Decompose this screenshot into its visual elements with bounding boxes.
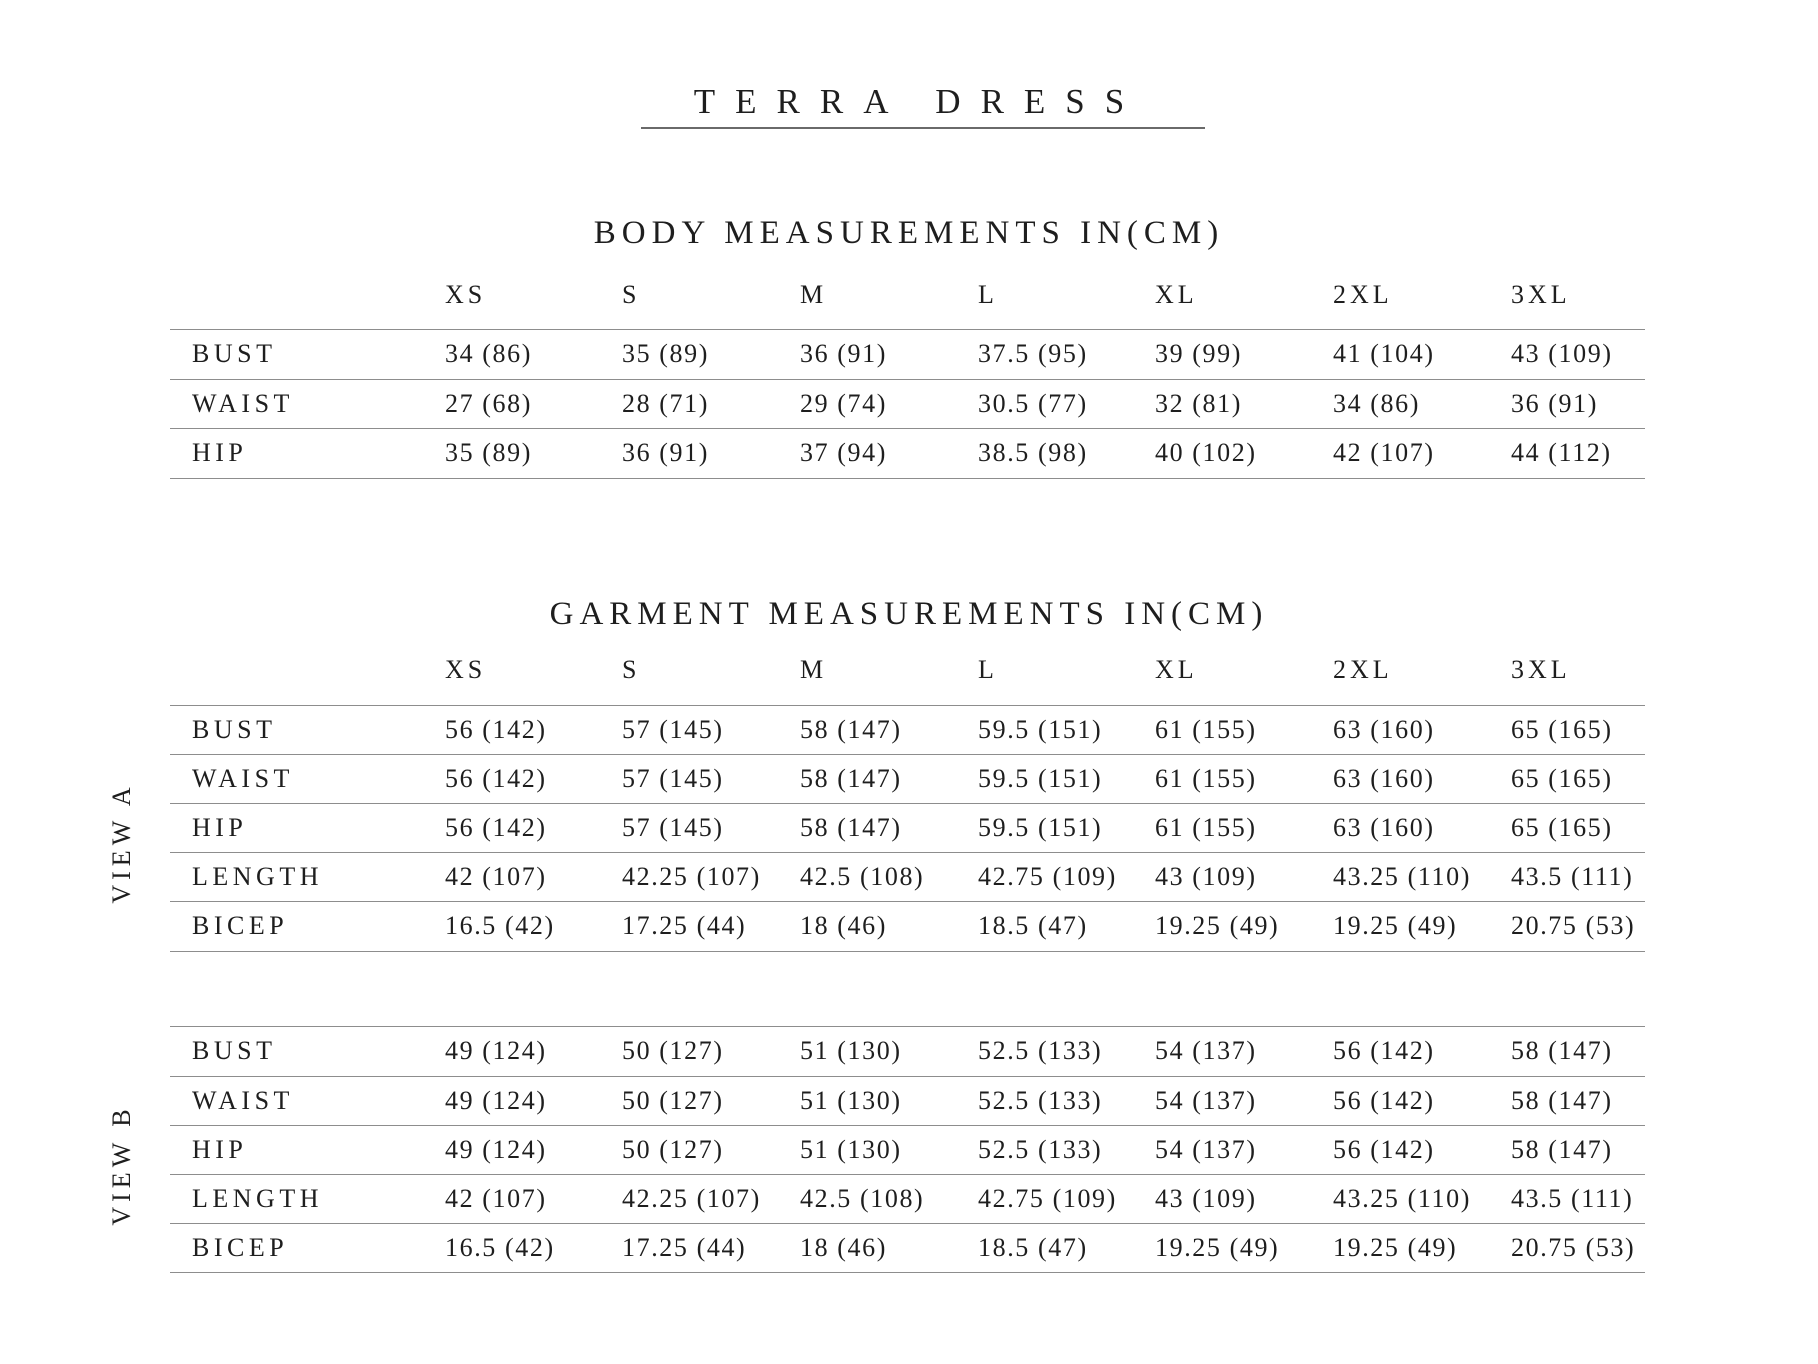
table-cell: 34 (86) bbox=[1333, 389, 1421, 418]
table-cell: 43.25 (110) bbox=[1333, 862, 1471, 891]
table-cell: 35 (89) bbox=[622, 339, 710, 368]
table-cell: 16.5 (42) bbox=[445, 1233, 555, 1262]
table-cell: 42.25 (107) bbox=[622, 862, 761, 891]
row-label: HIP bbox=[192, 438, 248, 467]
table-cell: 44 (112) bbox=[1511, 438, 1612, 467]
row-label: WAIST bbox=[192, 764, 294, 793]
row-label: BICEP bbox=[192, 911, 289, 940]
table-cell: 65 (165) bbox=[1511, 813, 1613, 842]
row-label: HIP bbox=[192, 1135, 248, 1164]
table-cell: 42 (107) bbox=[445, 1184, 547, 1213]
table-cell: 38.5 (98) bbox=[978, 438, 1088, 467]
table-cell: 56 (142) bbox=[1333, 1036, 1435, 1065]
table-cell: 35 (89) bbox=[445, 438, 533, 467]
table-cell: 20.75 (53) bbox=[1511, 1233, 1636, 1262]
table-row bbox=[170, 852, 1645, 901]
table-cell: 56 (142) bbox=[445, 715, 547, 744]
size-header-2xl: 2XL bbox=[1333, 655, 1393, 684]
table-cell: 58 (147) bbox=[1511, 1036, 1613, 1065]
table-cell: 42.25 (107) bbox=[622, 1184, 761, 1213]
table-cell: 58 (147) bbox=[800, 715, 902, 744]
row-label: WAIST bbox=[192, 389, 294, 418]
table-cell: 52.5 (133) bbox=[978, 1036, 1103, 1065]
table-cell: 42 (107) bbox=[1333, 438, 1435, 467]
table-row bbox=[170, 1076, 1645, 1125]
table-cell: 50 (127) bbox=[622, 1086, 724, 1115]
table-cell: 28 (71) bbox=[622, 389, 710, 418]
table-row bbox=[170, 1223, 1645, 1272]
table-cell: 18 (46) bbox=[800, 1233, 888, 1262]
table-cell: 50 (127) bbox=[622, 1036, 724, 1065]
table-cell: 37.5 (95) bbox=[978, 339, 1088, 368]
table-cell: 27 (68) bbox=[445, 389, 533, 418]
table-cell: 63 (160) bbox=[1333, 813, 1435, 842]
table-cell: 42.5 (108) bbox=[800, 1184, 925, 1213]
table-cell: 51 (130) bbox=[800, 1036, 902, 1065]
table-cell: 43.5 (111) bbox=[1511, 862, 1634, 891]
table-cell: 58 (147) bbox=[800, 764, 902, 793]
table-cell: 18.5 (47) bbox=[978, 1233, 1088, 1262]
row-label: WAIST bbox=[192, 1086, 294, 1115]
size-header-xl: XL bbox=[1155, 280, 1198, 309]
table-cell: 42 (107) bbox=[445, 862, 547, 891]
size-header-m: M bbox=[800, 655, 828, 684]
table-cell: 42.75 (109) bbox=[978, 1184, 1117, 1213]
table-row bbox=[170, 1026, 1645, 1075]
table-row bbox=[170, 1125, 1645, 1174]
table-cell: 42.5 (108) bbox=[800, 862, 925, 891]
table-cell: 16.5 (42) bbox=[445, 911, 555, 940]
table-cell: 58 (147) bbox=[1511, 1135, 1613, 1164]
table-cell: 58 (147) bbox=[800, 813, 902, 842]
table-cell: 57 (145) bbox=[622, 813, 724, 842]
table-cell: 17.25 (44) bbox=[622, 1233, 747, 1262]
table-cell: 39 (99) bbox=[1155, 339, 1243, 368]
size-header-xl: XL bbox=[1155, 655, 1198, 684]
table-cell: 52.5 (133) bbox=[978, 1135, 1103, 1164]
row-label: LENGTH bbox=[192, 862, 323, 891]
table-cell: 36 (91) bbox=[800, 339, 888, 368]
table-cell: 61 (155) bbox=[1155, 764, 1257, 793]
table-cell: 56 (142) bbox=[445, 764, 547, 793]
size-header-3xl: 3XL bbox=[1511, 280, 1571, 309]
table-cell: 56 (142) bbox=[445, 813, 547, 842]
table-rule bbox=[170, 478, 1645, 479]
table-cell: 57 (145) bbox=[622, 764, 724, 793]
page-title: TERRA DRESS bbox=[693, 82, 1145, 121]
table-cell: 54 (137) bbox=[1155, 1135, 1257, 1164]
size-header-s: S bbox=[622, 280, 641, 309]
table-cell: 43 (109) bbox=[1155, 862, 1257, 891]
row-label: BUST bbox=[192, 1036, 277, 1065]
table-row bbox=[170, 1174, 1645, 1223]
table-cell: 61 (155) bbox=[1155, 813, 1257, 842]
garment-measurements-heading: GARMENT MEASUREMENTS IN(CM) bbox=[549, 596, 1269, 632]
table-cell: 54 (137) bbox=[1155, 1086, 1257, 1115]
table-rule bbox=[170, 1272, 1645, 1273]
table-row bbox=[170, 329, 1645, 378]
table-cell: 40 (102) bbox=[1155, 438, 1257, 467]
size-header-xs: XS bbox=[445, 655, 487, 684]
table-row bbox=[170, 803, 1645, 852]
table-row bbox=[170, 705, 1645, 754]
title-underline bbox=[641, 127, 1205, 129]
table-cell: 43.5 (111) bbox=[1511, 1184, 1634, 1213]
table-row bbox=[170, 379, 1645, 428]
size-header-l: L bbox=[978, 280, 998, 309]
table-cell: 19.25 (49) bbox=[1333, 1233, 1458, 1262]
table-cell: 36 (91) bbox=[622, 438, 710, 467]
table-cell: 51 (130) bbox=[800, 1086, 902, 1115]
row-label: LENGTH bbox=[192, 1184, 323, 1213]
table-cell: 51 (130) bbox=[800, 1135, 902, 1164]
table-cell: 49 (124) bbox=[445, 1086, 547, 1115]
body-measurements-heading: BODY MEASUREMENTS IN(CM) bbox=[593, 215, 1225, 251]
table-cell: 17.25 (44) bbox=[622, 911, 747, 940]
table-cell: 59.5 (151) bbox=[978, 813, 1103, 842]
table-cell: 43.25 (110) bbox=[1333, 1184, 1471, 1213]
table-cell: 42.75 (109) bbox=[978, 862, 1117, 891]
size-header-3xl: 3XL bbox=[1511, 655, 1571, 684]
table-cell: 58 (147) bbox=[1511, 1086, 1613, 1115]
table-cell: 41 (104) bbox=[1333, 339, 1435, 368]
table-cell: 56 (142) bbox=[1333, 1086, 1435, 1115]
table-cell: 54 (137) bbox=[1155, 1036, 1257, 1065]
table-cell: 19.25 (49) bbox=[1155, 911, 1280, 940]
table-cell: 19.25 (49) bbox=[1155, 1233, 1280, 1262]
table-cell: 65 (165) bbox=[1511, 715, 1613, 744]
table-row bbox=[170, 901, 1645, 950]
table-cell: 43 (109) bbox=[1155, 1184, 1257, 1213]
table-cell: 49 (124) bbox=[445, 1135, 547, 1164]
table-row bbox=[170, 754, 1645, 803]
table-cell: 49 (124) bbox=[445, 1036, 547, 1065]
row-label: BUST bbox=[192, 339, 277, 368]
table-cell: 18 (46) bbox=[800, 911, 888, 940]
table-row bbox=[170, 428, 1645, 477]
size-header-xs: XS bbox=[445, 280, 487, 309]
table-cell: 59.5 (151) bbox=[978, 764, 1103, 793]
size-header-l: L bbox=[978, 655, 998, 684]
size-header-s: S bbox=[622, 655, 641, 684]
row-label: BUST bbox=[192, 715, 277, 744]
table-cell: 18.5 (47) bbox=[978, 911, 1088, 940]
table-cell: 29 (74) bbox=[800, 389, 888, 418]
table-cell: 57 (145) bbox=[622, 715, 724, 744]
table-cell: 19.25 (49) bbox=[1333, 911, 1458, 940]
table-rule bbox=[170, 951, 1645, 952]
table-cell: 65 (165) bbox=[1511, 764, 1613, 793]
table-cell: 56 (142) bbox=[1333, 1135, 1435, 1164]
table-cell: 20.75 (53) bbox=[1511, 911, 1636, 940]
view-b-label: VIEW B bbox=[107, 1104, 136, 1226]
table-cell: 43 (109) bbox=[1511, 339, 1613, 368]
table-cell: 59.5 (151) bbox=[978, 715, 1103, 744]
table-cell: 37 (94) bbox=[800, 438, 888, 467]
table-cell: 52.5 (133) bbox=[978, 1086, 1103, 1115]
table-cell: 34 (86) bbox=[445, 339, 533, 368]
view-a-label: VIEW A bbox=[107, 782, 136, 904]
table-cell: 32 (81) bbox=[1155, 389, 1243, 418]
table-cell: 63 (160) bbox=[1333, 764, 1435, 793]
size-header-m: M bbox=[800, 280, 828, 309]
size-header-2xl: 2XL bbox=[1333, 280, 1393, 309]
table-cell: 50 (127) bbox=[622, 1135, 724, 1164]
table-cell: 61 (155) bbox=[1155, 715, 1257, 744]
row-label: BICEP bbox=[192, 1233, 289, 1262]
table-cell: 36 (91) bbox=[1511, 389, 1599, 418]
row-label: HIP bbox=[192, 813, 248, 842]
table-cell: 30.5 (77) bbox=[978, 389, 1088, 418]
table-cell: 63 (160) bbox=[1333, 715, 1435, 744]
